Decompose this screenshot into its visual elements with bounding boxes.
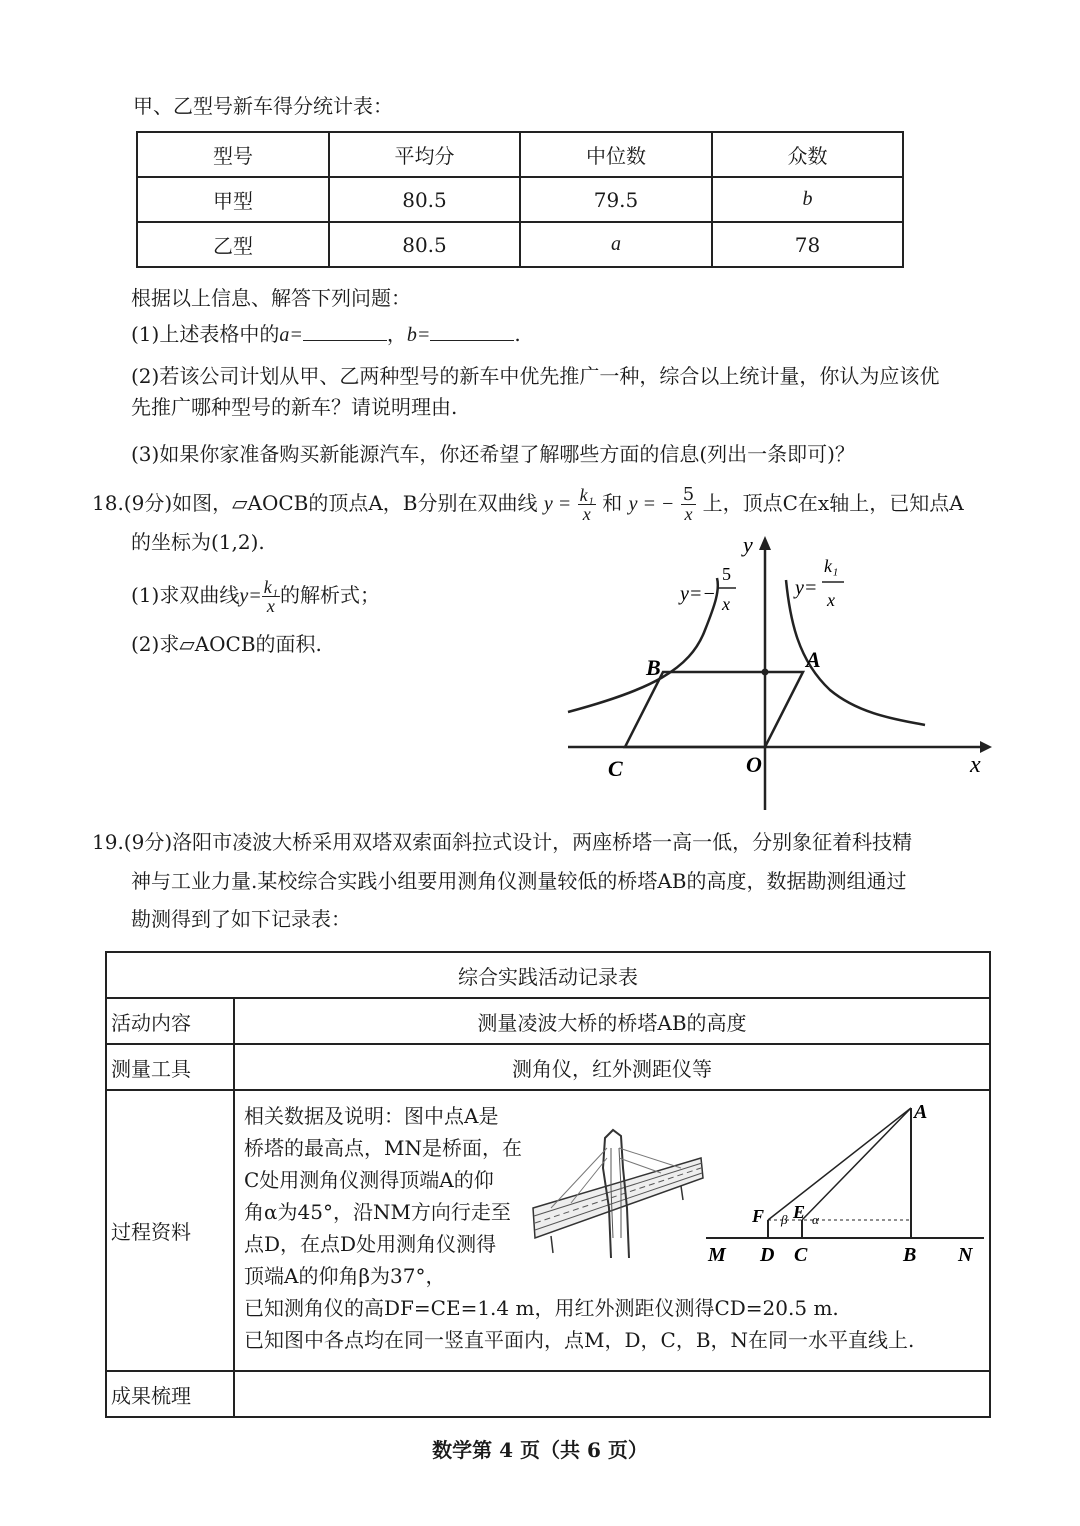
fraction-num: k₁ xyxy=(579,485,594,505)
fraction-num: k₁ xyxy=(263,577,278,597)
table-header-cell: 中位数 xyxy=(520,132,712,177)
hyperbola-graph xyxy=(560,530,1000,815)
desc-line: 顶端A的仰角β为37°， xyxy=(244,1264,446,1288)
record-label-tools: 测量工具 xyxy=(106,1044,234,1090)
label-beta: β xyxy=(781,1212,788,1227)
table-header-row xyxy=(137,132,903,177)
label-alpha: α xyxy=(812,1212,819,1227)
right-curve-label: y= xyxy=(795,577,818,599)
q17-part2-line1: (2)若该公司计划从甲、乙两种型号的新车中优先推广一种，综合以上统计量，你认为应该优 xyxy=(131,364,940,388)
right-curve-den: x xyxy=(827,590,835,610)
record-label-process: 过程资料 xyxy=(106,1090,234,1371)
q19-line3: 勘测得到了如下记录表： xyxy=(131,907,351,931)
table-cell: 甲型 xyxy=(137,177,329,222)
y-intercept-point xyxy=(762,669,769,676)
table-row xyxy=(106,1371,990,1417)
score-stat-table xyxy=(136,131,904,268)
table-row xyxy=(106,952,990,998)
table-row xyxy=(106,998,990,1044)
bridge-deck xyxy=(533,1158,703,1238)
desc-line: 角α为45°，沿NM方向行走至 xyxy=(244,1200,511,1224)
q18-line1-tail: 上，顶点C在x轴上，已知点A xyxy=(702,491,964,515)
table-row xyxy=(137,222,903,267)
point-C-label: C xyxy=(608,756,623,781)
desc-line: C处用测角仪测得顶端A的仰 xyxy=(244,1168,494,1192)
fraction-den: x xyxy=(684,504,693,524)
label-B: B xyxy=(903,1244,917,1266)
table-cell: a xyxy=(520,222,712,267)
q18-line1-text: 18.(9分)如图，▱AOCB的顶点A，B分别在双曲线 xyxy=(92,491,538,515)
record-value-result[interactable] xyxy=(234,1371,990,1417)
table-cell: b xyxy=(712,177,903,222)
table-row xyxy=(137,177,903,222)
page-footer: 数学第 4 页（共 6 页） xyxy=(432,1438,648,1462)
q17-part2-line2: 先推广哪种型号的新车？请说明理由. xyxy=(131,395,458,419)
q19-line2: 神与工业力量.某校综合实践小组要用测角仪测量较低的桥塔AB的高度，数据勘测组通过 xyxy=(131,869,907,893)
record-value-tools: 测角仪，红外测距仪等 xyxy=(234,1044,990,1090)
q17-part1-text: (1)上述表格中的 xyxy=(131,322,280,346)
left-curve-label: y=− xyxy=(680,583,716,605)
q17-part3: (3)如果你家准备购买新能源汽车，你还希望了解哪些方面的信息(列出一条即可)？ xyxy=(131,442,855,466)
table-header-cell: 型号 xyxy=(137,132,329,177)
label-M: M xyxy=(708,1244,726,1266)
bridge-illustration xyxy=(531,1128,706,1260)
y-axis-arrow-icon xyxy=(759,536,771,550)
desc-line: 相关数据及说明：图中点A是 xyxy=(244,1104,499,1128)
table-cell: 80.5 xyxy=(329,222,520,267)
q18-part1-tail: 的解析式； xyxy=(279,583,380,607)
record-label-content: 活动内容 xyxy=(106,998,234,1044)
label-E: E xyxy=(793,1202,806,1222)
x-axis-label: x xyxy=(970,752,981,778)
fraction-den: x xyxy=(266,596,275,616)
point-A-label: A xyxy=(806,647,821,672)
tower-measurement-diagram xyxy=(706,1098,986,1268)
q18-part1 xyxy=(131,578,380,615)
fraction-den: x xyxy=(582,504,591,524)
q19-line1: 19.(9分)洛阳市凌波大桥采用双塔双索面斜拉式设计，两座桥塔一高一低，分别象征着科技精 xyxy=(92,830,913,854)
record-label-result: 成果梳理 xyxy=(106,1371,234,1417)
var-b: b= xyxy=(406,324,431,346)
left-curve-num: 5 xyxy=(722,564,731,584)
x-axis-arrow-icon xyxy=(980,741,992,753)
right-curve-num: k₁ xyxy=(824,556,839,576)
known-line: 已知图中各点均在同一竖直平面内，点M，D，C，B，N在同一水平直线上. xyxy=(244,1328,915,1352)
point-B-label: B xyxy=(646,655,661,680)
q18-line2: 的坐标为(1,2). xyxy=(131,530,265,554)
sight-line-EA xyxy=(802,1108,911,1220)
q17-part1 xyxy=(131,320,521,349)
record-value-content: 测量凌波大桥的桥塔AB的高度 xyxy=(234,998,990,1044)
table-cell: 78 xyxy=(712,222,903,267)
eq-y: y= xyxy=(239,585,262,607)
label-A: A xyxy=(914,1101,928,1123)
and-text: 和 xyxy=(602,491,623,515)
known-line: 已知测角仪的高DF=CE=1.4 m，用红外测距仪测得CD=20.5 m. xyxy=(244,1296,839,1320)
table-header-cell: 众数 xyxy=(712,132,903,177)
label-C: C xyxy=(794,1244,808,1266)
desc-line: 桥塔的最高点，MN是桥面，在 xyxy=(244,1136,522,1160)
period: . xyxy=(514,322,521,346)
label-N: N xyxy=(958,1244,973,1266)
record-table-title: 综合实践活动记录表 xyxy=(106,952,990,998)
comma: ， xyxy=(386,322,407,346)
q18-part1-text: (1)求双曲线 xyxy=(131,583,240,607)
table-header-cell: 平均分 xyxy=(329,132,520,177)
q18-line1 xyxy=(92,486,964,523)
label-D: D xyxy=(760,1244,775,1266)
table-row xyxy=(106,1044,990,1090)
y-axis-label: y xyxy=(743,532,753,557)
sight-line-FA xyxy=(768,1108,911,1220)
eq-y: y = xyxy=(543,493,572,515)
table-row xyxy=(106,1090,990,1371)
activity-record-table xyxy=(105,951,991,1418)
answer-blank-a[interactable] xyxy=(303,322,387,341)
fraction-k1-over-x xyxy=(578,486,596,523)
label-F: F xyxy=(752,1206,765,1226)
point-O-label: O xyxy=(746,752,762,777)
eq-y2: y = − xyxy=(628,493,675,515)
var-a: a= xyxy=(279,324,303,346)
fraction-5-over-x xyxy=(681,486,696,523)
table-cell: 80.5 xyxy=(329,177,520,222)
q17-lead: 根据以上信息、解答下列问题： xyxy=(131,286,411,310)
table-cell: 79.5 xyxy=(520,177,712,222)
answer-blank-b[interactable] xyxy=(430,322,514,341)
q18-part2: (2)求▱AOCB的面积. xyxy=(131,632,322,656)
left-curve-den: x xyxy=(722,594,730,614)
stat-table-title: 甲、乙型号新车得分统计表： xyxy=(133,94,393,118)
fraction-k1-over-x xyxy=(262,578,280,615)
record-value-process xyxy=(234,1090,990,1371)
desc-line: 点D，在点D处用测角仪测得 xyxy=(244,1232,497,1256)
fraction-num: 5 xyxy=(682,484,695,505)
table-cell: 乙型 xyxy=(137,222,329,267)
